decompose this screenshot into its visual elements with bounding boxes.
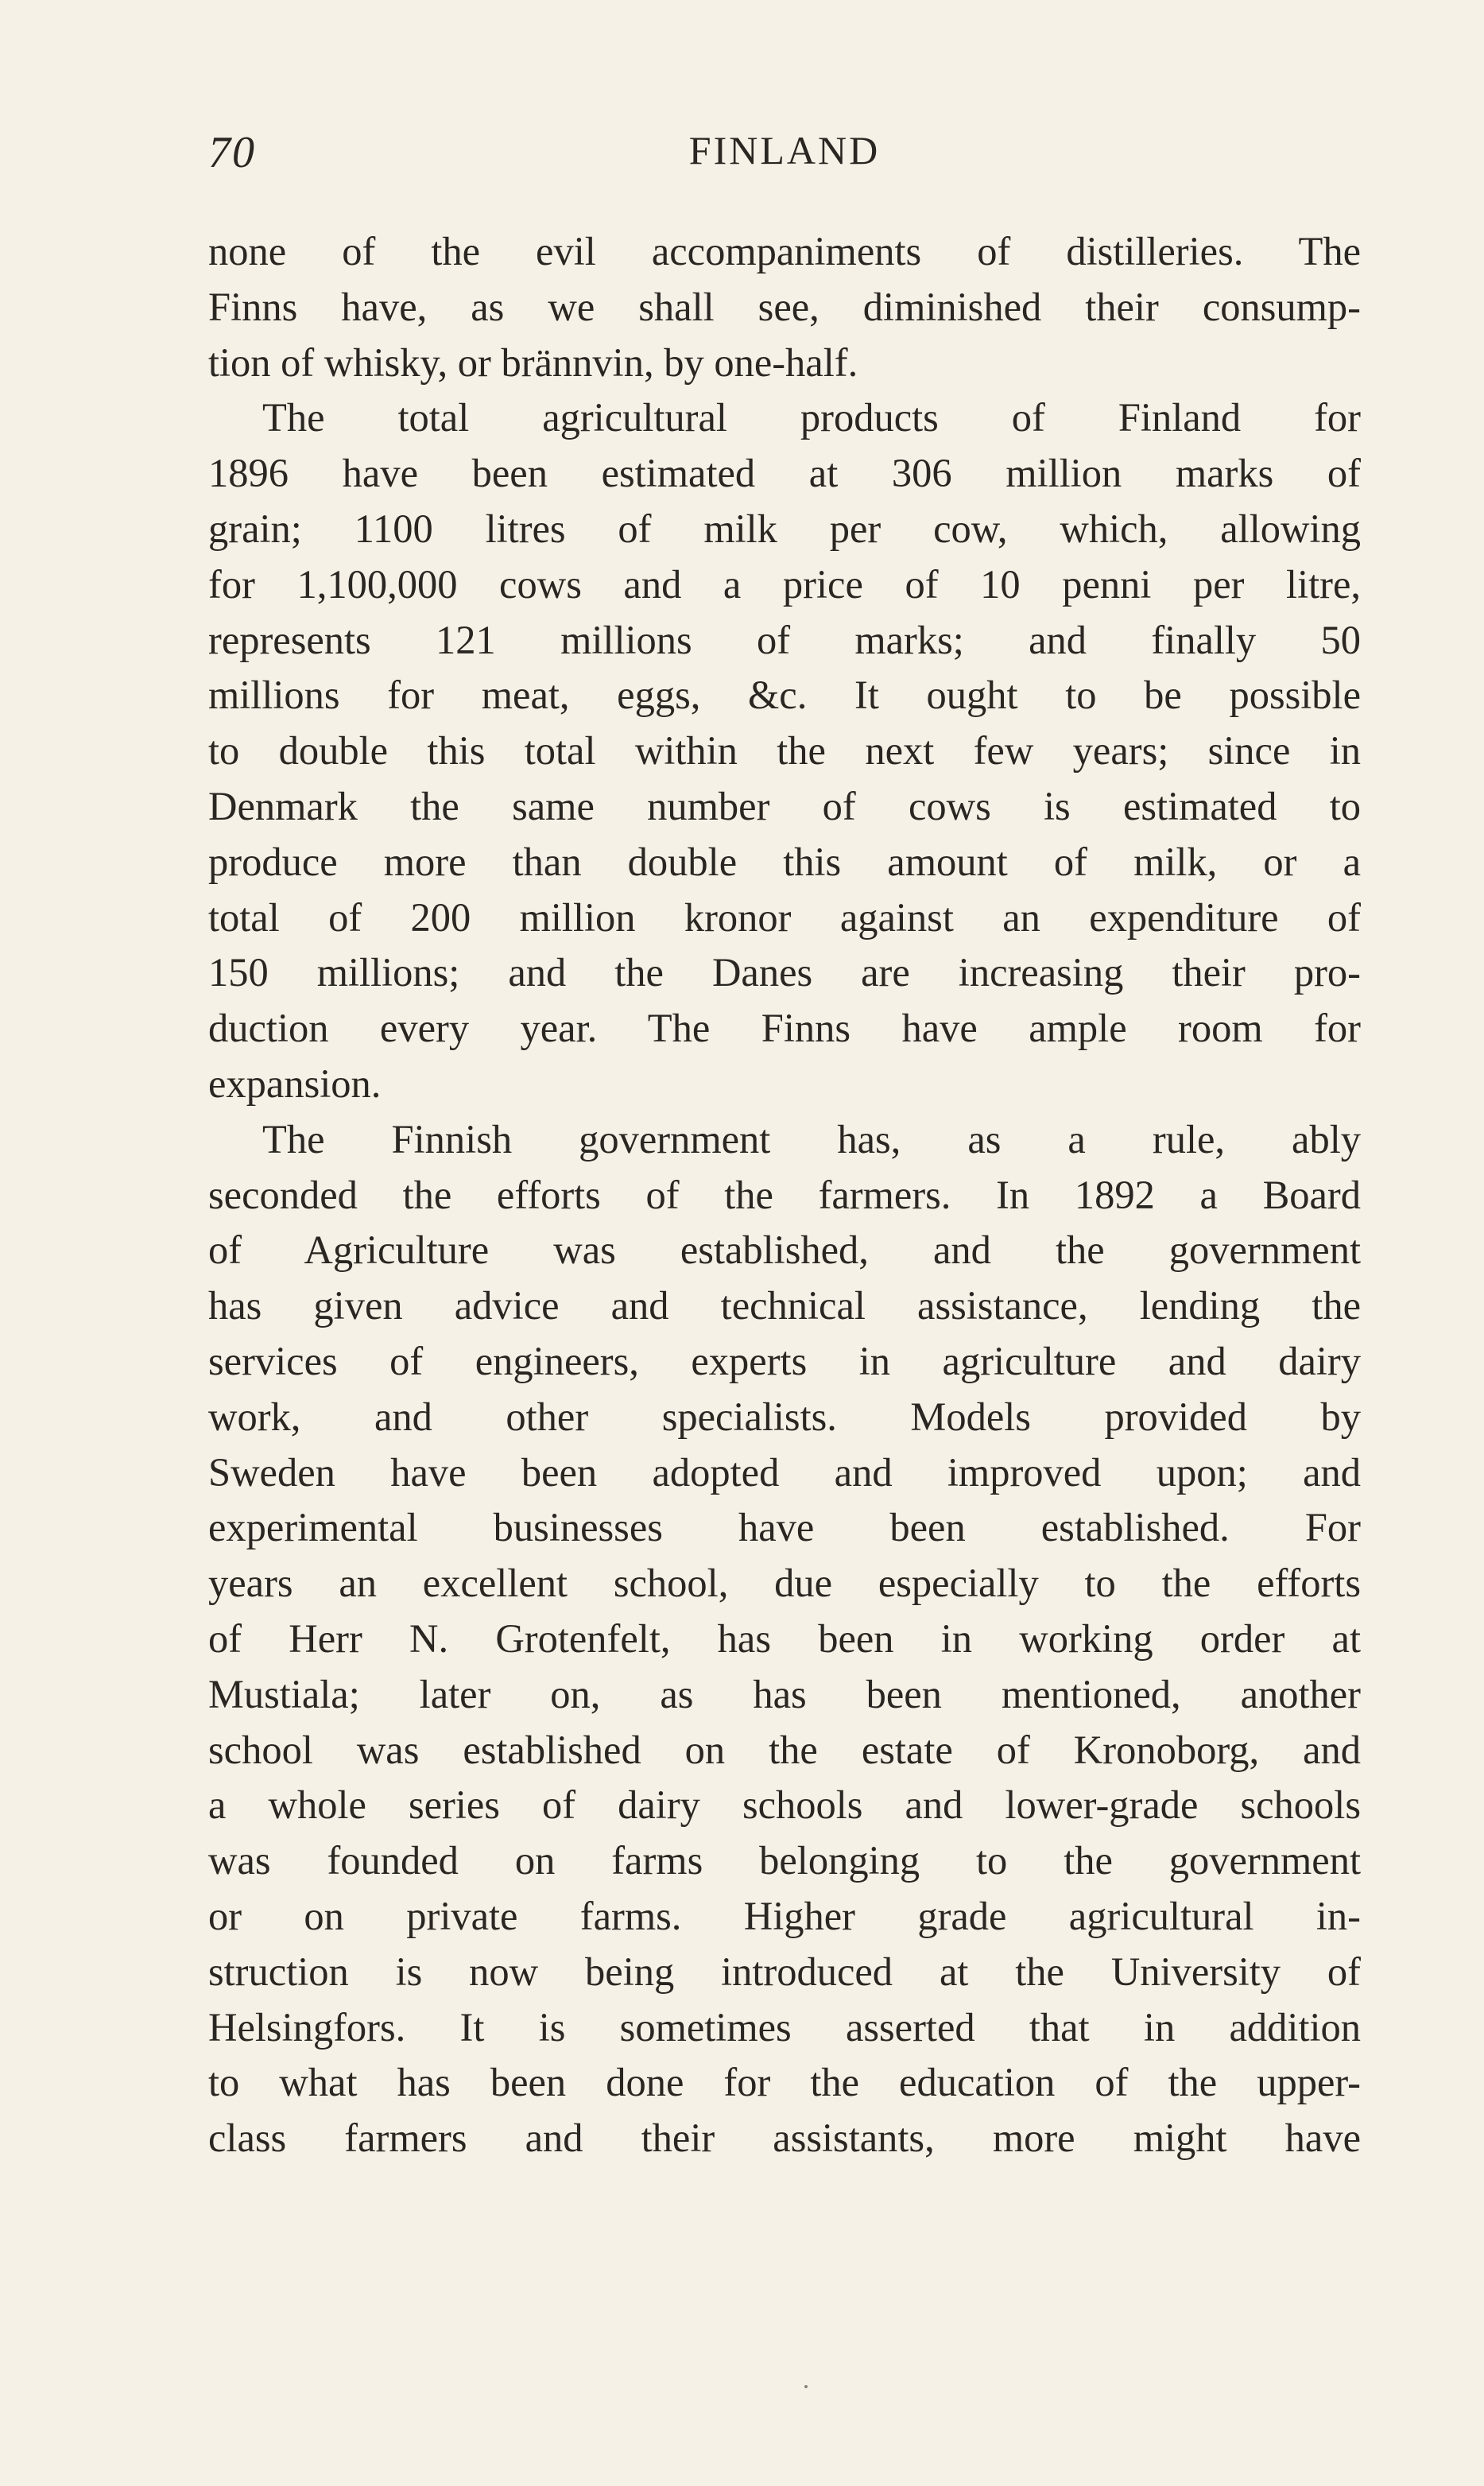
page-number: 70 [208, 128, 256, 177]
text-line: a whole series of dairy schools and lower-grade schools [208, 1782, 1361, 1828]
text-line: to what has been done for the education of the upper- [208, 2060, 1361, 2105]
text-line: none of the evil accompaniments of distilleries. The [208, 229, 1361, 273]
text-line: experimental businesses have been established. For [208, 1505, 1361, 1550]
page-speck [804, 2385, 808, 2388]
paragraph-first-line: The total agricultural products of Finland for [262, 395, 1361, 440]
text-line: tion of whisky, or brännvin, by one-half. [208, 339, 858, 385]
paragraph-first-line: The Finnish government has, as a rule, ably [262, 1116, 1361, 1162]
text-line: 150 millions; and the Danes are increasing their pro- [208, 950, 1361, 995]
text-line: duction every year. The Finns have ample room for [208, 1006, 1361, 1051]
text-line: seconded the efforts of the farmers. In 1892 a Board [208, 1172, 1361, 1217]
text-line: years an excellent school, due especially to the efforts [208, 1561, 1361, 1606]
text-line: has given advice and technical assistance, lending the [208, 1283, 1361, 1328]
running-head [208, 127, 1361, 191]
text-line: Helsingfors. It is sometimes asserted that in addition [208, 2004, 1361, 2050]
text-line: for 1,100,000 cows and a price of 10 penni per litre, [208, 561, 1361, 607]
text-line: to double this total within the next few years; since in [208, 728, 1361, 774]
text-line: work, and other specialists. Models provided by [208, 1394, 1361, 1439]
text-line: total of 200 million kronor against an expenditure of [208, 894, 1361, 940]
text-line: produce more than double this amount of milk, or a [208, 839, 1361, 884]
text-line: expansion. [208, 1061, 382, 1106]
text-line: of Agriculture was established, and the government [208, 1227, 1361, 1273]
text-line: of Herr N. Grotenfelt, has been in working order at [208, 1615, 1361, 1661]
text-line: millions for meat, eggs, &c. It ought to be possible [208, 673, 1361, 718]
text-line: Mustiala; later on, as has been mentioned, another [208, 1671, 1361, 1716]
text-line: was founded on farms belonging to the government [208, 1838, 1361, 1883]
text-line: Sweden have been adopted and improved upon; and [208, 1449, 1361, 1495]
body-text [208, 224, 1361, 2166]
text-line: represents 121 millions of marks; and finally 50 [208, 617, 1361, 662]
text-line: services of engineers, experts in agriculture and dairy [208, 1338, 1361, 1383]
text-line: Finns have, as we shall see, diminished their consump- [208, 284, 1361, 329]
text-line: school was established on the estate of Kronoborg, and [208, 1727, 1361, 1772]
text-line: Denmark the same number of cows is estimated to [208, 783, 1361, 828]
running-title: FINLAND [688, 128, 881, 173]
text-line: or on private farms. Higher grade agricultural in- [208, 1893, 1361, 1938]
text-line: grain; 1100 litres of milk per cow, which, allowing [208, 506, 1361, 551]
text-line: 1896 have been estimated at 306 million marks of [208, 451, 1361, 496]
text-line: struction is now being introduced at the University of [208, 1949, 1361, 1994]
text-line: class farmers and their assistants, more might have [208, 2116, 1361, 2161]
